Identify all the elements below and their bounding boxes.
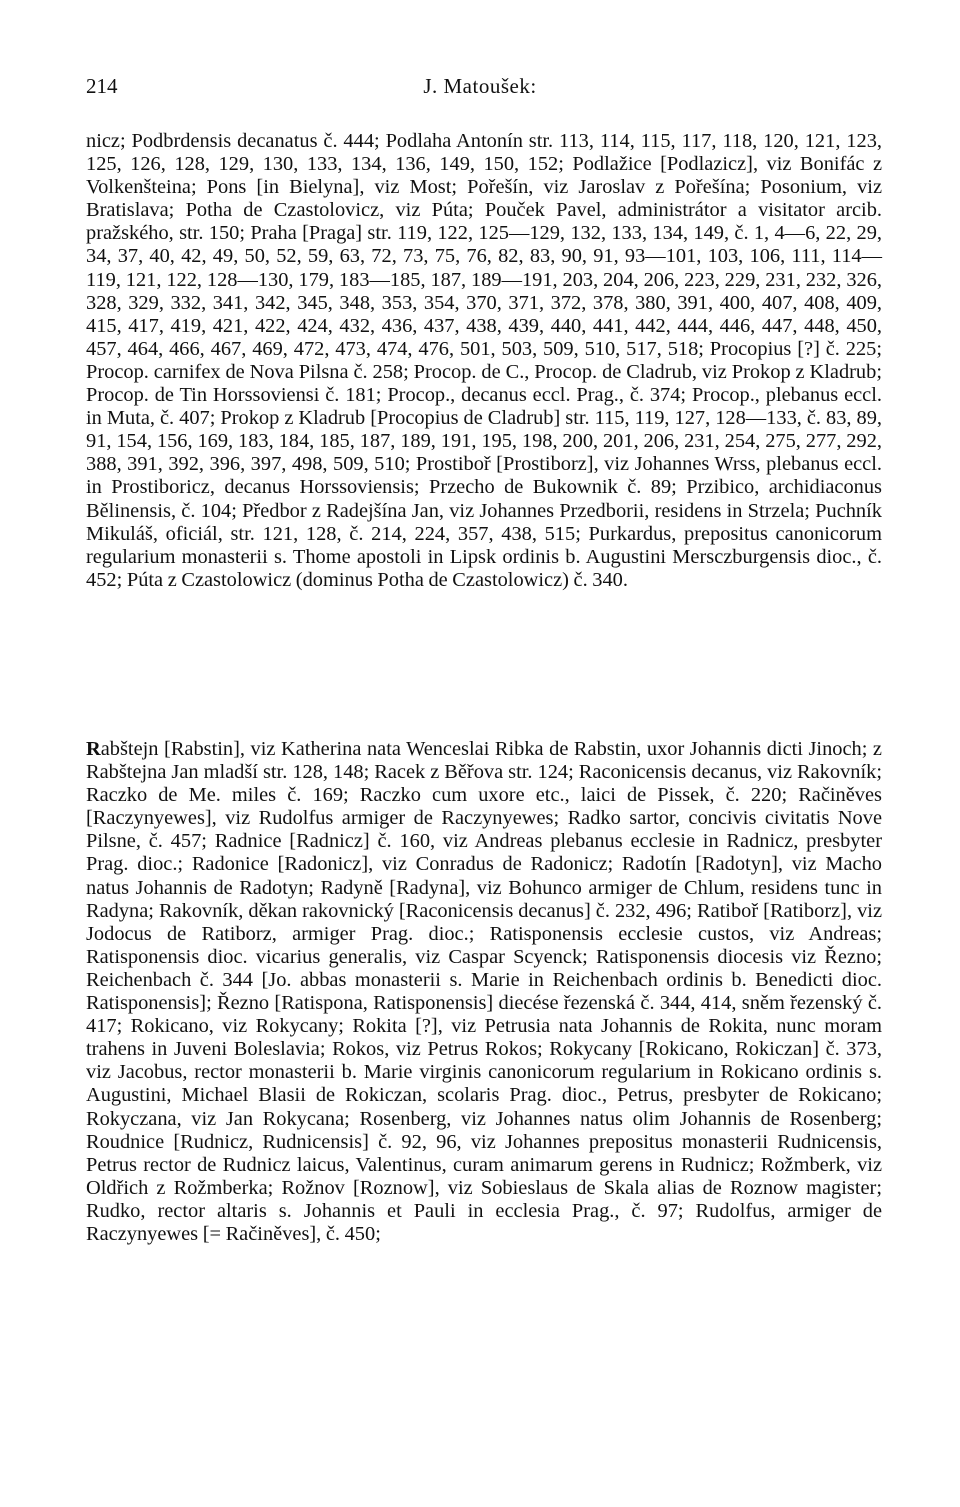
page-number: 214	[86, 74, 118, 98]
paragraph-text	[86, 738, 882, 1246]
index-paragraph-p	[86, 130, 882, 592]
section-initial-letter: R	[86, 738, 101, 760]
paragraph-body: abštejn [Rabstin], viz Katherina nata Wenceslai Ribka de Rabstin, uxor Johannis dicti Jinoch; z Rabštejna Jan mladší str. 128, 148; Racek z Běřova str. 124; Raconicensis decanus, viz Rakovník; Raczko de Me. miles č. 169; Raczko cum uxore etc., laici de Pissek, č. 220; Račiněves [Raczynyewes], viz Rudolfus armiger de Raczynyewes; Radko sartor, concivis civitatis Nove Pilsne, č. 457; Radnice [Radnicz] č. 160, viz Andreas plebanus ecclesie in Radnicz, presbyter Prag. dioc.; Radonice [Radonicz], viz Conradus de Radonicz; Radotín [Radotyn], viz Macho natus Johannis de Radotyn; Radyně [Radyna], viz Bohunco armiger de Chlum, residens tunc in Radyna; Rakovník, děkan rakovnický [Raconicensis decanus] č. 232, 496; Ratiboř [Ratiborz], viz Jodocus de Ratiborz, armiger Prag. dioc.; Ratisponensis ecclesie custos, viz Andreas; Ratisponensis dioc. vicarius generalis, viz Caspar Scyenck; Ratisponensis diocesis viz Řezno; Reichenbach č. 344 [Jo. abbas monasterii s. Marie in Reichenbach ordinis b. Benedicti dioc. Ratisponensis]; Řezno [Ratispona, Ratisponensis] diecése řezenská č. 344, 414, sněm řezenský č. 417; Rokicano, viz Rokycany; Rokita [?], viz Petrusia nata Johannis de Rokita, nunc moram trahens in Juveni Boleslavia; Rokos, viz Petrus Rokos; Rokycany [Rokicano, Rokiczan] č. 373, viz Jacobus, rector monasterii b. Marie virginis canonicorum regularium in Rokicano ordinis s. Augustini, Michael Blasii de Rokiczan, scolaris Prag. dioc., Petrus, presbyter de Rokicano; Rokyczana, viz Jan Rokycana; Rosenberg, viz Johannes natus olim Johannis de Rosenberg; Roudnice [Rudnicz, Rudnicensis] č. 92, 96, viz Johannes prepositus monasterii Rudnicensis, Petrus rector de Rudnicz laicus, Valentinus, curam animarum gerens in Rudnicz; Rožmberk, viz Oldřich z Rožmberka; Rožnov [Roznow], viz Sobieslaus de Skala alias de Roznow magister; Rudko, rector altaris s. Johannis et Pauli in ecclesia Prag., č. 97; Rudolfus, armiger de Raczynyewes [= Račiněves], č. 450;	[86, 738, 882, 1245]
paragraph-text: nicz; Podbrdensis decanatus č. 444; Podlaha Antonín str. 113, 114, 115, 117, 118, 120, 121, 123, 125, 126, 128, 129, 130, 133, 134, 136, 149, 150, 152; Podlažice [Podlazicz], viz Bonifác z Volkenšteina; Pons [in Bielyna], viz Most; Pořešín, viz Jaroslav z Pořešína; Posonium, viz Bratislava; Potha de Czastolovicz, viz Púta; Pouček Pavel, administrátor a visitator arcib. pražského, str. 150; Praha [Praga] str. 119, 122, 125—129, 132, 133, 134, 149, č. 1, 4—6, 22, 29, 34, 37, 40, 42, 49, 50, 52, 59, 63, 72, 73, 75, 76, 82, 83, 90, 91, 93—101, 103, 106, 111, 114—119, 121, 122, 128—130, 179, 183—185, 187, 189—191, 203, 204, 206, 223, 229, 231, 232, 326, 328, 329, 332, 341, 342, 345, 348, 353, 354, 370, 371, 372, 378, 380, 391, 400, 407, 408, 409, 415, 417, 419, 421, 422, 424, 432, 436, 437, 438, 439, 440, 441, 442, 444, 446, 447, 448, 450, 457, 464, 466, 467, 469, 472, 473, 474, 476, 501, 503, 509, 510, 517, 518; Procopius [?] č. 225; Procop. carnifex de Nova Pilsna č. 258; Procop. de C., Procop. de Cladrub, viz Prokop z Kladrub; Procop. de Tin Horssoviensi č. 181; Procop., decanus eccl. Prag., č. 374; Procop., plebanus eccl. in Muta, č. 407; Prokop z Kladrub [Procopius de Cladrub] str. 115, 119, 127, 128—133, č. 83, 89, 91, 154, 156, 169, 183, 184, 185, 187, 189, 191, 195, 198, 200, 201, 206, 231, 254, 275, 277, 292, 388, 391, 392, 396, 397, 498, 509, 510; Prostiboř [Prostiborz], viz Johannes Wrss, plebanus eccl. in Prostiboricz, decanus Horssoviensis; Przecho de Bukownik č. 89; Przibico, archidiaconus Bělinensis, č. 104; Předbor z Radejšína Jan, viz Johannes Przedborii, residens in Strzela; Puchník Mikuláš, oficiál, str. 121, 128, č. 214, 224, 357, 438, 515; Purkardus, prepositus canonicorum regularium monasterii s. Thome apostoli in Lipsk ordinis b. Augustini Mersczburgensis dioc., č. 452; Púta z Czastolowicz (dominus Potha de Czastolowicz) č. 340.	[86, 130, 882, 591]
index-paragraph-r	[86, 738, 882, 1246]
running-header: J. Matoušek:	[423, 74, 537, 98]
